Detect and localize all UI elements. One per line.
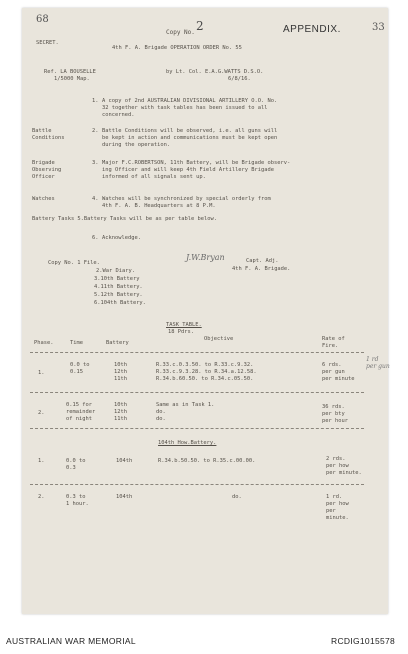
row-phase: 2. bbox=[38, 410, 45, 416]
distribution-item: Copy No. 1 File. bbox=[48, 260, 100, 266]
section-title-howitzer: 104th How.Battery. bbox=[158, 440, 217, 446]
paragraph-number-4: 4. bbox=[92, 196, 99, 202]
table-rule bbox=[30, 428, 364, 429]
row-rate: 6 rds. per gun per minute bbox=[322, 362, 355, 382]
paragraph-line: informed of all signals sent up. bbox=[102, 174, 206, 180]
row-objective: do. bbox=[232, 494, 242, 500]
row-time: 0.3 to 1 hour. bbox=[66, 494, 89, 507]
paragraph-line: Battery Tasks 5.Battery Tasks will be as per table below. bbox=[32, 216, 217, 222]
paragraph-number-1: 1. bbox=[92, 98, 99, 104]
distribution-item: 6.104th Battery. bbox=[94, 300, 146, 306]
row-objective: Same as in Task 1. do. do. bbox=[156, 402, 215, 422]
appendix-label: APPENDIX. bbox=[283, 24, 341, 35]
paragraph-side-4: Watches bbox=[32, 196, 55, 202]
table-rule bbox=[30, 352, 364, 353]
signature-unit: 4th F. A. Brigade. bbox=[232, 266, 291, 272]
row-phase: 1. bbox=[38, 458, 45, 464]
paragraph-line: ing Officer and will keep 4th Field Artillery Brigade bbox=[102, 167, 275, 173]
column-header-rate: Rate of Fire. bbox=[322, 336, 345, 349]
paragraph-number-2: 2. bbox=[92, 128, 99, 134]
table-rule bbox=[30, 392, 364, 393]
author: by Lt. Col. E.A.G.WATTS D.S.O. bbox=[166, 69, 264, 75]
task-table-title: TASK TABLE. bbox=[166, 322, 202, 328]
signature-rank: Capt. Adj. bbox=[246, 258, 279, 264]
handwritten-signature: J.W.Bryan bbox=[186, 253, 225, 262]
table-rule bbox=[30, 484, 364, 485]
row-rate: 36 rds. per bty per hour bbox=[322, 404, 348, 424]
column-header-battery: Battery bbox=[106, 340, 129, 346]
paragraph-line: during the operation. bbox=[102, 142, 171, 148]
row-phase: 1. bbox=[38, 370, 45, 376]
order-date: 6/8/16. bbox=[228, 76, 251, 82]
distribution-item: 3.10th Battery bbox=[94, 276, 140, 282]
row-battery: 10th 12th 11th bbox=[114, 362, 127, 382]
paragraph-side-2: Battle Conditions bbox=[32, 128, 65, 141]
row-battery: 104th bbox=[116, 494, 133, 500]
map-reference: Ref. LA BOUSELLE bbox=[44, 69, 96, 75]
paragraph-line: Watches will be synchronized by special orderly from bbox=[102, 196, 271, 202]
row-phase: 2. bbox=[38, 494, 45, 500]
paragraph-line: be kept in action and communications must be kept open bbox=[102, 135, 278, 141]
copy-label: Copy No. bbox=[166, 29, 195, 36]
paragraph-number-6: 6. bbox=[92, 235, 99, 241]
page-number-right: 33 bbox=[372, 22, 385, 33]
paragraph-side-3: Brigade Observing Officer bbox=[32, 160, 62, 180]
page-number-left: 68 bbox=[36, 14, 49, 25]
order-title: 4th F. A. Brigade OPERATION ORDER No. 55 bbox=[112, 45, 242, 51]
handwritten-margin-note: 1 rd per gun bbox=[366, 356, 390, 370]
paragraph-line: Battle Conditions will be observed, i.e. all guns will bbox=[102, 128, 278, 134]
column-header-objective: Objective bbox=[204, 336, 234, 342]
paragraph-line: 4th F. A. B. Headquarters at 8 P.M. bbox=[102, 203, 216, 209]
column-header-phase: Phase. bbox=[34, 340, 54, 346]
paragraph-line: concerned. bbox=[102, 112, 135, 118]
footer-reference-id: RCDIG1015578 bbox=[331, 636, 396, 646]
row-time: 0.15 for remainder of night bbox=[66, 402, 96, 422]
distribution-item: 2.War Diary. bbox=[96, 268, 135, 274]
secret-label: SECRET. bbox=[36, 40, 59, 46]
copy-number: 2 bbox=[196, 19, 204, 33]
column-header-time: Time bbox=[70, 340, 83, 346]
task-table-subtitle: 18 Pdrs. bbox=[168, 329, 194, 335]
row-objective: R.33.c.0.3.50. to R.33.c.9.32. R.33.c.9.3.28. to R.34.a.12.58. R.34.b.60.50. to R.34.c.05.50. bbox=[156, 362, 257, 382]
paragraph-line: A copy of 2nd AUSTRALIAN DIVISIONAL ARTILLERY O.O. No. bbox=[102, 98, 278, 104]
row-battery: 10th 12th 11th bbox=[114, 402, 127, 422]
row-time: 0.0 to 0.3 bbox=[66, 458, 86, 471]
paragraph-line: 32 together with task tables has been issued to all bbox=[102, 105, 268, 111]
paragraph-number-3: 3. bbox=[92, 160, 99, 166]
paragraph-line: Major F.C.ROBERTSON, 11th Battery, will be Brigade observ- bbox=[102, 160, 291, 166]
row-rate: 1 rd. per how per minute. bbox=[326, 494, 349, 521]
row-time: 0.0 to 0.15 bbox=[70, 362, 90, 375]
paragraph-line: Acknowledge. bbox=[102, 235, 141, 241]
distribution-item: 5.12th Battery. bbox=[94, 292, 143, 298]
row-battery: 104th bbox=[116, 458, 133, 464]
row-objective: R.34.b.50.50. to R.35.c.00.00. bbox=[158, 458, 256, 464]
row-rate: 2 rds. per how per minute. bbox=[326, 456, 362, 476]
distribution-item: 4.11th Battery. bbox=[94, 284, 143, 290]
map-scale: 1/5000 Map. bbox=[54, 76, 90, 82]
footer-archive-name: AUSTRALIAN WAR MEMORIAL bbox=[6, 636, 136, 646]
